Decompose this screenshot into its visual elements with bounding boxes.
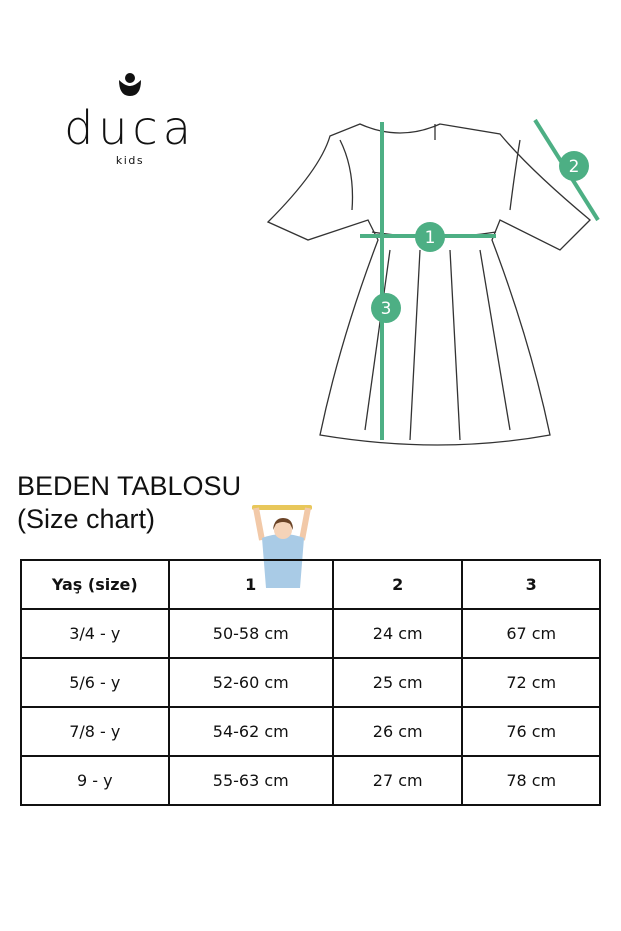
header-size: Yaş (size) <box>21 560 169 609</box>
brand-name: duca <box>64 101 196 155</box>
brand-sub: kids <box>115 154 145 167</box>
cell: 26 cm <box>333 707 463 756</box>
header-3: 3 <box>462 560 600 609</box>
table-row <box>21 756 600 805</box>
cell: 78 cm <box>462 756 600 805</box>
cell: 9 - y <box>21 756 169 805</box>
size-table <box>20 559 601 806</box>
cell: 50-58 cm <box>169 609 333 658</box>
cell: 54-62 cm <box>169 707 333 756</box>
table-row <box>21 609 600 658</box>
cell: 24 cm <box>333 609 463 658</box>
marker-3: 3 <box>380 299 392 319</box>
cell: 76 cm <box>462 707 600 756</box>
title-line-2: (Size chart) <box>17 504 156 534</box>
cell: 3/4 - y <box>21 609 169 658</box>
cell: 72 cm <box>462 658 600 707</box>
cell: 52-60 cm <box>169 658 333 707</box>
cell: 27 cm <box>333 756 463 805</box>
cell: 7/8 - y <box>21 707 169 756</box>
header-1: 1 <box>169 560 333 609</box>
header-2: 2 <box>333 560 463 609</box>
brand-logo <box>60 72 200 167</box>
marker-2: 2 <box>568 157 580 177</box>
cell: 67 cm <box>462 609 600 658</box>
tulip-icon <box>115 72 145 98</box>
title-line-1: BEDEN TABLOSU <box>17 471 242 501</box>
cell: 5/6 - y <box>21 658 169 707</box>
dress-diagram <box>260 110 610 450</box>
table-row <box>21 658 600 707</box>
page-title <box>17 470 241 536</box>
table-row <box>21 707 600 756</box>
cell: 55-63 cm <box>169 756 333 805</box>
table-header-row <box>21 560 600 609</box>
marker-1: 1 <box>424 228 436 248</box>
cell: 25 cm <box>333 658 463 707</box>
